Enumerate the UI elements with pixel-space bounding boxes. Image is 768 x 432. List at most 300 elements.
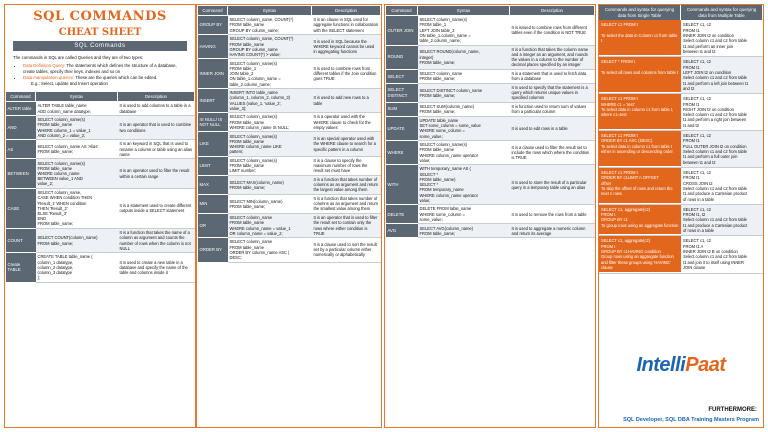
multiple-table-query xyxy=(681,236,763,273)
query-line: CROSS JOIN t2 xyxy=(683,180,713,186)
query-line: SELECT c1 FROM t xyxy=(601,96,638,102)
syntax-line: LEFT JOIN table_2 xyxy=(419,27,455,33)
syntax-line: WHERE column_name operator xyxy=(419,152,478,158)
queries-list xyxy=(599,20,763,274)
description-cell: It is used to add columns to a table in a database xyxy=(118,102,195,116)
intro-desc: These are the queries which can be edited. xyxy=(74,75,158,81)
description-cell: It is a function that takes number of columns as an argument and return the largest value among them xyxy=(312,175,381,194)
query-line: SELECT c1, c2 xyxy=(683,133,711,139)
syntax-line: WHERE column_name operator xyxy=(419,192,478,198)
col-header-syntax: Syntax xyxy=(228,6,312,16)
syntax-line: SELECT column_name(s) xyxy=(229,60,277,66)
syntax-cell xyxy=(418,69,510,83)
query-line: SELECT c1, aggregate(c2) xyxy=(601,206,651,212)
command-cell: GROUP BY xyxy=(198,16,228,35)
syntax-line: SELECT * xyxy=(419,182,439,188)
syntax-line: AND column_2 = value_2; xyxy=(37,132,86,138)
table-row xyxy=(6,253,195,283)
table-row xyxy=(6,188,195,228)
query-line: ORDER BY c1 ASC (DESC) xyxy=(601,138,653,144)
syntax-line: FROM table_name; xyxy=(419,109,456,115)
command-cell: SELECT xyxy=(386,69,418,83)
col-header-description: Description xyxy=(510,6,595,16)
intro-example: E.g.: Select, update and Insert operation xyxy=(31,81,108,87)
intro-desc: The statements which defines the structure of a database, create tables, specify their keys, indexes and so on xyxy=(23,63,177,75)
query-line: INNER JOIN t2 on condition xyxy=(683,33,734,39)
description-cell: It is used to edit rows in a table xyxy=(510,116,595,140)
syntax-line: SELECT * xyxy=(419,171,439,177)
syntax-line: SELECT column_name(s) xyxy=(419,17,467,23)
table-row xyxy=(6,159,195,189)
syntax-cell xyxy=(418,165,510,205)
syntax-line: ON table_1.column_name = xyxy=(229,76,281,82)
syntax-cell xyxy=(36,253,118,283)
col-header-syntax: Syntax xyxy=(418,6,510,16)
description-cell: It is an operator used to filter the result within a certain range xyxy=(118,159,195,189)
query-line: WHERE c1 = 'test' xyxy=(601,101,635,107)
single-table-query xyxy=(599,131,681,167)
col-header-syntax: Syntax xyxy=(36,92,118,102)
syntax-line: FROM table_1 xyxy=(229,65,257,71)
panel-commands-2 xyxy=(196,4,382,428)
syntax-line: SELECT column_name AS 'Alias' xyxy=(37,144,99,150)
query-line: offset xyxy=(601,180,611,186)
query-line: t1 and produce a Cartesian product xyxy=(683,191,748,197)
single-table-query xyxy=(599,20,681,56)
syntax-cell xyxy=(228,156,312,175)
intro-text xyxy=(5,51,195,87)
query-line: Select column c1 and c2 from table xyxy=(683,217,747,223)
table-row xyxy=(198,238,381,262)
single-table-query xyxy=(599,205,681,236)
description-cell: It is a operator used with the WHERE clause to check for the empty values xyxy=(312,113,381,132)
syntax-cell xyxy=(36,102,118,116)
syntax-line: OR column_name = value_2; xyxy=(229,230,283,236)
syntax-line: FROM table_name xyxy=(229,220,265,226)
query-line: To select data in column c1 from table t, where c1=test xyxy=(601,106,674,118)
description-cell: It is a function that takes the name of a column as argument and counts the number of rows when the column is not NULL xyxy=(118,228,195,252)
col-header-description: Description xyxy=(312,6,381,16)
intro-item xyxy=(23,63,187,75)
query-line: FULL OUTER JOIN t2 on condition xyxy=(683,143,747,149)
query-row xyxy=(599,168,763,205)
query-line: To select data in column c1 from table t either in ascending or descending order xyxy=(601,143,673,154)
syntax-line: FROM table_1 xyxy=(419,22,447,28)
syntax-line: ORDER BY column_name ASC | xyxy=(229,249,290,255)
syntax-line: FROM table_name; xyxy=(229,203,266,209)
command-cell: OUTER JOIN xyxy=(386,16,418,46)
syntax-line: FROM table_name; xyxy=(37,240,74,246)
syntax-line: column_2 datatype, xyxy=(37,264,74,270)
query-line: GROUP BY c1HAVING condition xyxy=(601,249,661,254)
syntax-line: LIMIT number; xyxy=(229,168,257,174)
header-multiple-table: Commands and syntax for querying data from Multiple Table xyxy=(681,5,763,20)
syntax-line: value_3); xyxy=(229,105,247,111)
query-line: of rows in a table xyxy=(683,196,714,202)
syntax-line: 'Result_1' WHEN condition xyxy=(37,200,87,206)
query-row xyxy=(599,94,763,131)
syntax-line: SELECT MIN(column_name) xyxy=(229,198,283,204)
syntax-line: UPDATE table_name xyxy=(419,117,459,123)
query-line: SELECT c1, c2 xyxy=(683,238,711,244)
syntax-line: ON table_1.column_name = xyxy=(419,32,471,38)
syntax-line: SELECT column_name, COUNT(*) xyxy=(229,36,294,42)
multiple-table-query xyxy=(681,168,763,204)
syntax-line: SELECT ROUND(column_name, xyxy=(419,49,480,55)
syntax-line: VALUES (value_1, 'value_2', xyxy=(229,100,282,106)
query-line: and t2 xyxy=(683,85,695,91)
query-line: SELECT c1, aggregate(c2) xyxy=(601,238,651,244)
description-cell: It is an operator that is used to filter the result set to contain only the rows where either condition is TRUE xyxy=(312,213,381,237)
query-line: SELECT c1 FROM t xyxy=(601,133,638,139)
query-line: t1 and join it to itself using INNER xyxy=(683,259,744,265)
command-cell: AS xyxy=(6,140,36,159)
description-cell: It is an clause in SQL used for aggregate functions in collaboration with the SELECT statement xyxy=(312,16,381,35)
syntax-line: JOIN table_2 xyxy=(229,71,254,77)
table-row xyxy=(6,115,195,139)
table-row xyxy=(198,35,381,59)
program-link[interactable]: SQL Developer, SQL DBA Training Masters Program xyxy=(623,417,759,423)
syntax-line: BETWEEN value_1 AND xyxy=(37,176,83,182)
intro-term: Data Definition Query: xyxy=(23,63,66,69)
syntax-line: FROM temporary_name xyxy=(419,187,464,193)
intro-list xyxy=(23,63,187,81)
command-cell: MAX xyxy=(198,175,228,194)
syntax-line: FROM table_name xyxy=(229,41,265,47)
query-row xyxy=(599,236,763,274)
intro-paragraph: The commands in SQL are called Queries and they are of two types: xyxy=(13,55,144,60)
table-row xyxy=(386,205,595,224)
command-cell: COUNT xyxy=(6,228,36,252)
multiple-table-query xyxy=(681,94,763,130)
intro-term: Data manipulation queries: xyxy=(23,75,75,81)
command-cell: LIMIT xyxy=(198,156,228,175)
syntax-line: column_3 datatype xyxy=(37,270,73,276)
syntax-line: WHERE some_column = xyxy=(419,211,465,217)
description-cell: It is used to combine rows from different tables if the Join condition goes TRUE xyxy=(312,59,381,89)
query-line: To skip the offset of rows and return the next n rows xyxy=(601,185,673,197)
query-line: SELECT * FROM t xyxy=(601,59,636,65)
table-row xyxy=(386,45,595,69)
query-line: FROM t1 xyxy=(683,101,700,107)
syntax-line: value_2; xyxy=(37,181,53,187)
syntax-line: FROM table_name xyxy=(229,138,265,144)
syntax-line: SELECT column_name(s) xyxy=(37,160,85,166)
syntax-cell xyxy=(418,140,510,164)
command-cell: WHERE xyxy=(386,140,418,164)
command-cell: SUM xyxy=(386,102,418,116)
single-table-query xyxy=(599,94,681,130)
page-title: SQL COMMANDS xyxy=(33,9,167,24)
query-line: JOIN clause xyxy=(683,264,706,270)
intellipaat-logo xyxy=(599,354,763,377)
query-line: FROM t1 xyxy=(683,138,700,144)
query-line: FROM t1, t2 xyxy=(683,212,706,218)
syntax-line: SELECT column_name xyxy=(419,71,463,77)
description-cell: It is used to specify that the statement is a query which returns unique values in specified columns xyxy=(510,83,595,102)
table-row xyxy=(198,59,381,89)
query-line: SELECT c1, c2 xyxy=(683,169,711,175)
syntax-line: SELECT column_name, COUNT(*) xyxy=(229,17,294,23)
query-line: To select all rows and columns from table t xyxy=(601,69,679,75)
syntax-line: FROM table_name xyxy=(229,163,265,169)
table-row xyxy=(6,228,195,252)
table-row xyxy=(198,175,381,194)
syntax-cell xyxy=(228,16,312,35)
syntax-line: DESC; xyxy=(229,255,243,261)
syntax-cell xyxy=(228,175,312,194)
syntax-line: integer) xyxy=(419,54,434,60)
query-line: SELECT c1, c2 xyxy=(683,22,711,28)
command-cell: CASE xyxy=(6,188,36,228)
syntax-line: FROM table_name; xyxy=(419,230,456,236)
multiple-table-query xyxy=(681,57,763,93)
logo-text-part1: Intelli xyxy=(636,354,686,376)
query-line: Select column c1 and c2 from table xyxy=(683,112,747,118)
query-line: t1 and t2 xyxy=(683,122,699,128)
syntax-line: table_2.column_name; xyxy=(229,81,271,87)
description-cell: It is function used to return sum of values from a particular column xyxy=(510,102,595,116)
syntax-line: WITH temporary_name AS ( xyxy=(419,166,471,172)
description-cell: It is an keyword in SQL that is used to rename a column or table using an alias name xyxy=(118,140,195,159)
table-row xyxy=(386,83,595,102)
syntax-line: value; xyxy=(419,197,431,203)
command-cell: INNER JOIN xyxy=(198,59,228,89)
command-cell: OR xyxy=(198,213,228,237)
syntax-cell xyxy=(228,59,312,89)
syntax-cell xyxy=(228,113,312,132)
panel-intro xyxy=(4,4,196,428)
query-line: of rows in a table xyxy=(683,228,714,234)
syntax-line: FROM table_name; xyxy=(37,221,74,227)
syntax-line: WHERE column_name LIKE xyxy=(229,143,282,149)
syntax-line: FROM table_name) xyxy=(419,176,456,182)
syntax-line: FROM table_name xyxy=(229,22,265,28)
command-cell: SELECT DISTINCT xyxy=(386,83,418,102)
syntax-line: ALTER TABLE table_name xyxy=(37,103,87,109)
description-cell: It is used in SQL because the WHERE keyword cannot be used in aggregating functions xyxy=(312,35,381,59)
single-table-query xyxy=(599,57,681,93)
query-line: SELECT c1, c2 xyxy=(683,206,711,212)
syntax-line: DELETE FROM table_name xyxy=(419,206,472,212)
description-cell: It is a clause to specify the maximum number of rows the result set must have xyxy=(312,156,381,175)
query-line: RIGHT JOIN t2 on condition xyxy=(683,106,734,112)
syntax-cell xyxy=(36,159,118,189)
command-cell: AVG xyxy=(386,224,418,238)
query-line: between t1 and t2 xyxy=(683,49,716,54)
description-cell: It is used to aggregate a numeric column and return its average xyxy=(510,224,595,238)
syntax-cell xyxy=(36,115,118,139)
table-row xyxy=(198,194,381,213)
command-cell: AND xyxy=(6,115,36,139)
syntax-cell xyxy=(228,238,312,262)
table-row xyxy=(386,224,595,238)
syntax-line: FROM table_name xyxy=(37,165,73,171)
table-row xyxy=(198,156,381,175)
description-cell: It is a statement that is used to fetch data from a database xyxy=(510,69,595,83)
description-cell: It is a clause used to sort the result set by a particular column either numerically or alphabetically xyxy=(312,238,381,262)
syntax-line: FROM table_name xyxy=(229,119,265,125)
syntax-cell xyxy=(228,35,312,59)
syntax-line: value; xyxy=(419,157,431,163)
commands-table-1 xyxy=(5,91,195,283)
syntax-line: SELECT column_name xyxy=(229,239,273,245)
syntax-line: SELECT column_name(s) xyxy=(229,157,277,163)
syntax-line: CASE WHEN condition THEN xyxy=(37,195,93,201)
syntax-cell xyxy=(418,45,510,69)
table-row xyxy=(386,165,595,205)
command-cell: UPDATE xyxy=(386,116,418,140)
col-header-command: Command xyxy=(6,92,36,102)
table-row xyxy=(6,102,195,116)
query-line: SELECT c1, c2 xyxy=(683,96,711,102)
command-cell: ORDER BY xyxy=(198,238,228,262)
table-row xyxy=(386,116,595,140)
syntax-line: FROM table_name xyxy=(37,122,73,128)
syntax-line: (column_1, column_2, column_3) xyxy=(229,95,291,101)
query-line: SELECT c1 FROM t xyxy=(601,169,638,175)
col-header-command: Command xyxy=(198,6,228,16)
query-line: Group rows using an aggregate function and filter these groups using 'HAVING' clause xyxy=(601,254,674,270)
syntax-line: WHERE column_1 = value_1 xyxy=(37,127,91,133)
command-cell: HAVING xyxy=(198,35,228,59)
syntax-line: SELECT DISTINCT column_name xyxy=(419,87,483,93)
syntax-line: SELECT column_name xyxy=(229,215,273,221)
syntax-cell xyxy=(228,194,312,213)
multiple-table-query xyxy=(681,131,763,167)
query-line: Select column c1 and c2 from table xyxy=(683,254,747,260)
command-cell: Create TABLE xyxy=(6,253,36,283)
query-line: To select the data in Column c1 from table t xyxy=(601,33,678,44)
syntax-line: THEN 'Result_2' xyxy=(37,205,68,211)
query-row xyxy=(599,20,763,57)
description-cell: It is an special operator used with the WHERE clause to search for a specific pattern in a column xyxy=(312,132,381,156)
table-row xyxy=(386,16,595,46)
syntax-line: SELECT SUM(column_name) xyxy=(419,103,475,109)
queries-header xyxy=(599,5,763,20)
multiple-table-query xyxy=(681,20,763,56)
query-line: FROM t1 xyxy=(683,64,700,70)
syntax-cell xyxy=(228,88,312,112)
section-bar: SQL Commands xyxy=(13,41,187,51)
col-header-command: Command xyxy=(386,6,418,16)
query-line: SELECT c1 FROM t xyxy=(601,22,638,28)
logo-text-part2: Paat xyxy=(685,354,726,376)
syntax-line: WHERE column_name xyxy=(37,170,80,176)
syntax-cell xyxy=(228,213,312,237)
syntax-cell xyxy=(418,16,510,46)
syntax-cell xyxy=(418,102,510,116)
query-row xyxy=(599,205,763,237)
single-table-query xyxy=(599,168,681,204)
syntax-line: FROM table_name; xyxy=(37,149,74,155)
syntax-cell xyxy=(228,132,312,156)
command-cell: ROUND xyxy=(386,45,418,69)
query-line: between t1 and t2 xyxy=(683,159,716,165)
syntax-line: SELECT MAX(column_name) xyxy=(229,179,284,185)
command-cell: ALTER table xyxy=(6,102,36,116)
query-line: Select column c1 and c2 from table xyxy=(683,149,747,154)
query-line: FROM t1 xyxy=(683,175,700,181)
command-cell: BETWEEN xyxy=(6,159,36,189)
syntax-line: SELECT column_name(s) xyxy=(229,114,277,120)
panel-queries xyxy=(598,4,764,428)
table-row xyxy=(386,69,595,83)
query-line: FROM t1 xyxy=(683,27,700,33)
description-cell: It is a statement used to create different outputs inside a SELECT statement xyxy=(118,188,195,228)
query-line: t1 and perform a left join between t1 xyxy=(683,80,749,86)
syntax-cell xyxy=(418,83,510,102)
description-cell: It is a clause used to filter the result set to include the rows which where the condition is TRUE xyxy=(510,140,595,164)
syntax-line: FROM table_name xyxy=(419,147,455,153)
syntax-line: GROUP BY column_name; xyxy=(229,27,279,33)
syntax-line: FROM table_name; xyxy=(229,184,266,190)
description-cell: It is a function that takes the column name and a integer as an argument, and rounds the values in a column to the number of decimal places specified by an integer xyxy=(510,45,595,69)
syntax-line: END xyxy=(37,216,47,222)
panel-commands-3 xyxy=(384,4,596,428)
syntax-line: FROM table_name; xyxy=(419,92,456,98)
syntax-line: ELSE 'Result_3' xyxy=(37,210,67,216)
command-cell: MIN xyxy=(198,194,228,213)
multiple-table-query xyxy=(681,205,763,236)
table-row xyxy=(386,140,595,164)
syntax-cell xyxy=(418,224,510,238)
description-cell: It is issued to combine rows from different tables even if the condition is NOT TRUE xyxy=(510,16,595,46)
syntax-cell xyxy=(36,228,118,252)
syntax-cell xyxy=(36,188,118,228)
col-header-description: Description xyxy=(118,92,195,102)
command-cell: IS NULL/ IS NOT NULL xyxy=(198,113,228,132)
commands-table-2 xyxy=(197,5,381,263)
command-cell: DELETE xyxy=(386,205,418,224)
table-row xyxy=(198,132,381,156)
syntax-line: WHERE column_name = value_1 xyxy=(229,225,291,231)
query-line: FROM t1 A xyxy=(683,243,704,249)
query-line: Select column c1 and c2 from table xyxy=(683,38,747,44)
description-cell: It is used to store the result of a particular query in a temporary table using an alias xyxy=(510,165,595,205)
header-single-table: Commands and syntax for querying data from Single Table xyxy=(599,5,681,20)
syntax-line: SELECT column_name(s) xyxy=(229,133,277,139)
syntax-line: FROM table_name xyxy=(229,244,265,250)
query-line: Select column c1 and c2 from table xyxy=(683,75,747,81)
query-line: To group rows using an aggregate function xyxy=(601,222,679,228)
syntax-line: column_1 datatype, xyxy=(37,259,74,265)
query-line: SELECT c1, c2 xyxy=(683,59,711,65)
syntax-line: }; xyxy=(37,275,41,281)
syntax-line: SELECT AVG(column_name) xyxy=(419,225,474,231)
description-cell: It is a function that takes number of columns as an argument and return the smallest value among them xyxy=(312,194,381,213)
query-line: ORDER BY c1LIMIT n OFFSET xyxy=(601,175,659,181)
description-cell: It is used to create a new table in a database and specify the name of the table and columns inside it xyxy=(118,253,195,283)
query-line: t1 and perform an inner join xyxy=(683,43,734,49)
description-cell: It is used to remove the rows from a table xyxy=(510,205,595,224)
syntax-line: WHERE column_name IS NULL; xyxy=(229,124,290,130)
syntax-line: SET some_column = some_value xyxy=(419,123,481,129)
syntax-line: SELECT column_name, xyxy=(37,190,82,196)
syntax-line: pattern; xyxy=(229,149,244,155)
syntax-line: FROM table_name; xyxy=(419,76,456,82)
query-line: t1 and produce a Cartesian product xyxy=(683,222,748,228)
command-cell: LIKE xyxy=(198,132,228,156)
syntax-cell xyxy=(418,116,510,140)
syntax-line: CREATE TABLE table_name ( xyxy=(37,254,93,260)
query-line: t1 and perform a full outer join xyxy=(683,154,738,160)
syntax-cell xyxy=(418,205,510,224)
syntax-line: SELECT column_name(s) xyxy=(419,142,467,148)
table-row xyxy=(198,16,381,35)
syntax-line: table_2.column_name; xyxy=(419,38,461,44)
table-row xyxy=(198,213,381,237)
